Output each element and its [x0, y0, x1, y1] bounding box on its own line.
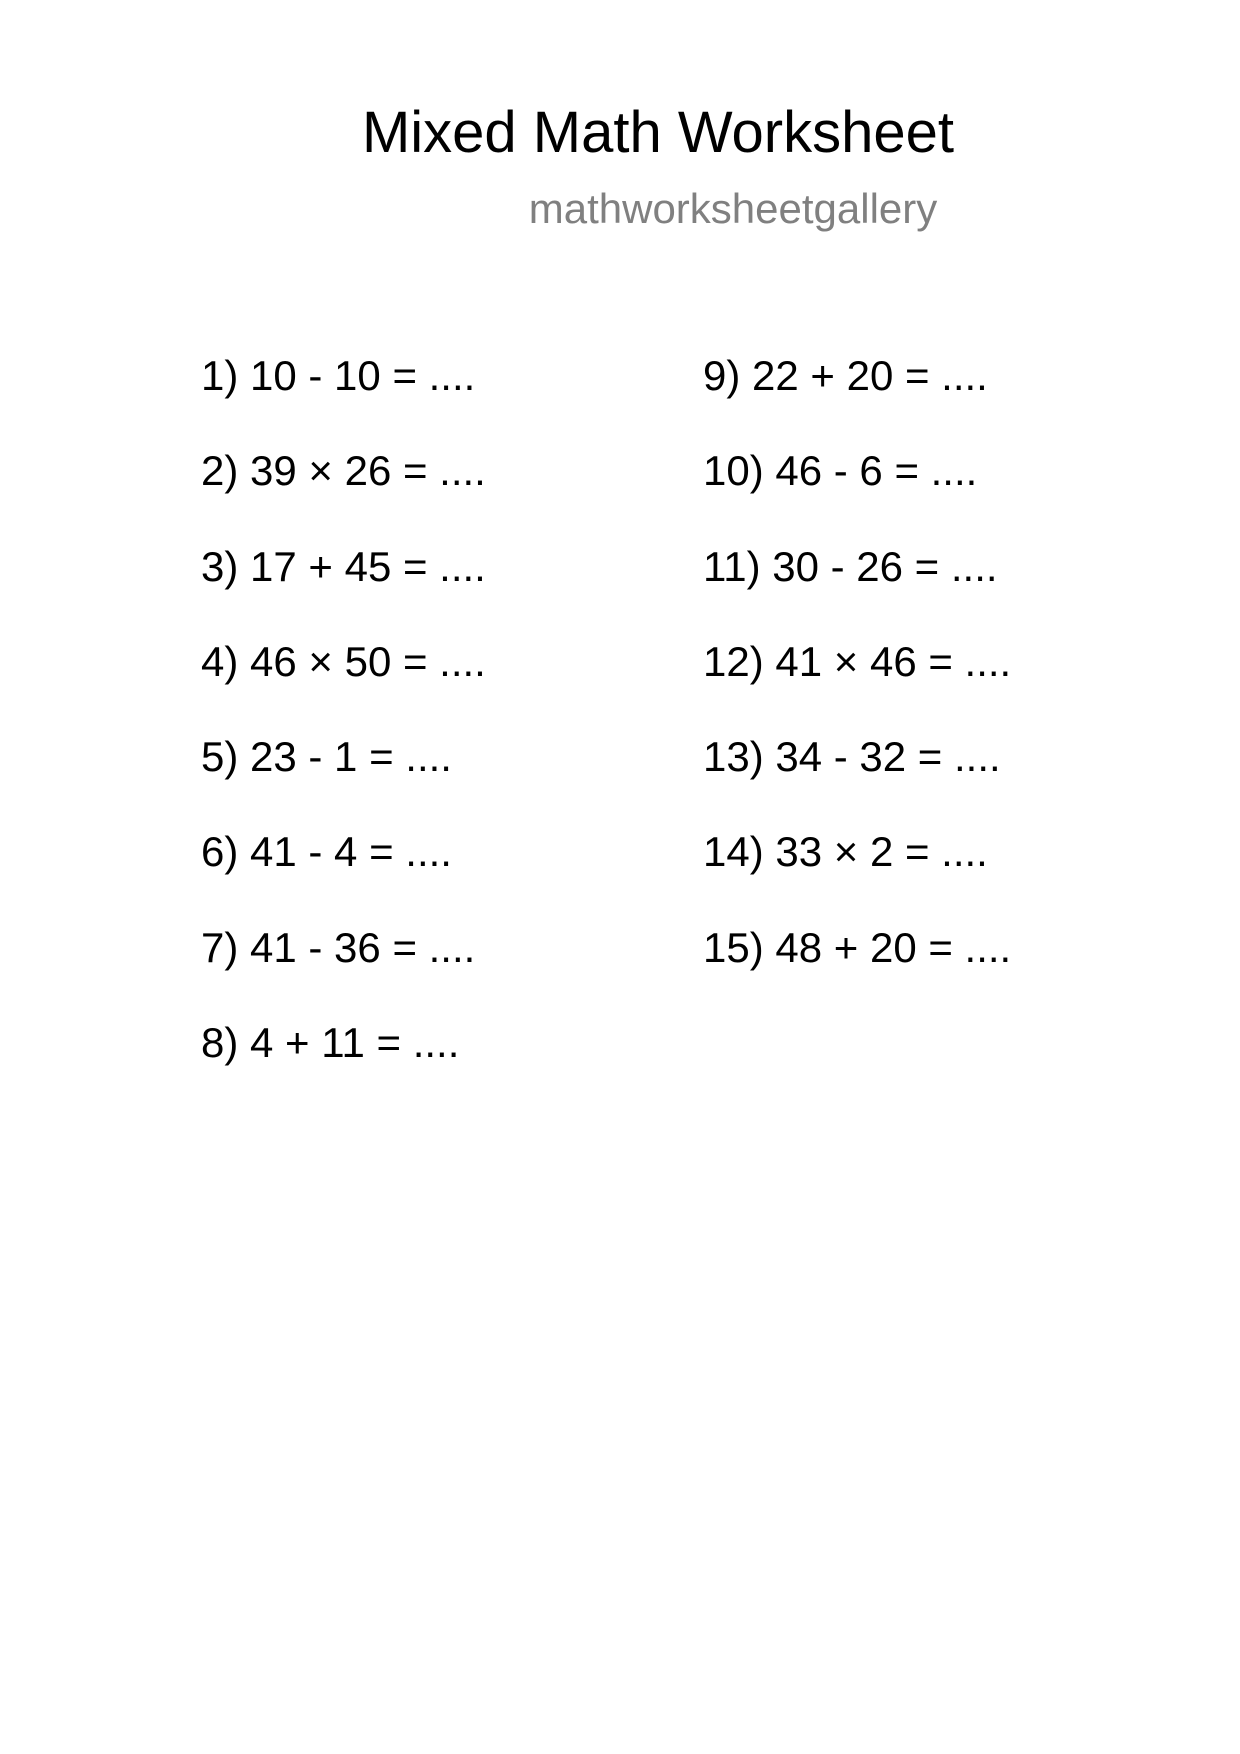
problem-4: 4) 46 × 50 = ....: [201, 637, 486, 685]
problem-1: 1) 10 - 10 = ....: [201, 352, 476, 399]
problem-10: 10) 46 - 6 = ....: [703, 447, 978, 495]
site-name: mathworksheetgallery: [528, 185, 938, 232]
problem-9: 9) 22 + 20 = ....: [703, 352, 988, 399]
problems-column-left: [201, 351, 486, 1113]
problem-12: 12) 41 × 46 = ....: [703, 637, 1012, 685]
problem-6: 6) 41 - 4 = ....: [201, 828, 452, 876]
problem-2: 2) 39 × 26 = ....: [201, 447, 486, 495]
problem-3: 3) 17 + 45 = ....: [201, 542, 486, 590]
problems-column-right: [703, 351, 1011, 1018]
problem-13: 13) 34 - 32 = ....: [703, 733, 1001, 781]
problem-15: 15) 48 + 20 = ....: [703, 923, 1012, 971]
problem-7: 7) 41 - 36 = ....: [201, 923, 476, 971]
problem-5: 5) 23 - 1 = ....: [201, 733, 452, 781]
page-title: Mixed Math Worksheet: [361, 100, 955, 165]
problem-8: 8) 4 + 11 = ....: [201, 1019, 460, 1067]
problem-11: 11) 30 - 26 = ....: [703, 542, 998, 590]
problem-14: 14) 33 × 2 = ....: [703, 828, 988, 876]
